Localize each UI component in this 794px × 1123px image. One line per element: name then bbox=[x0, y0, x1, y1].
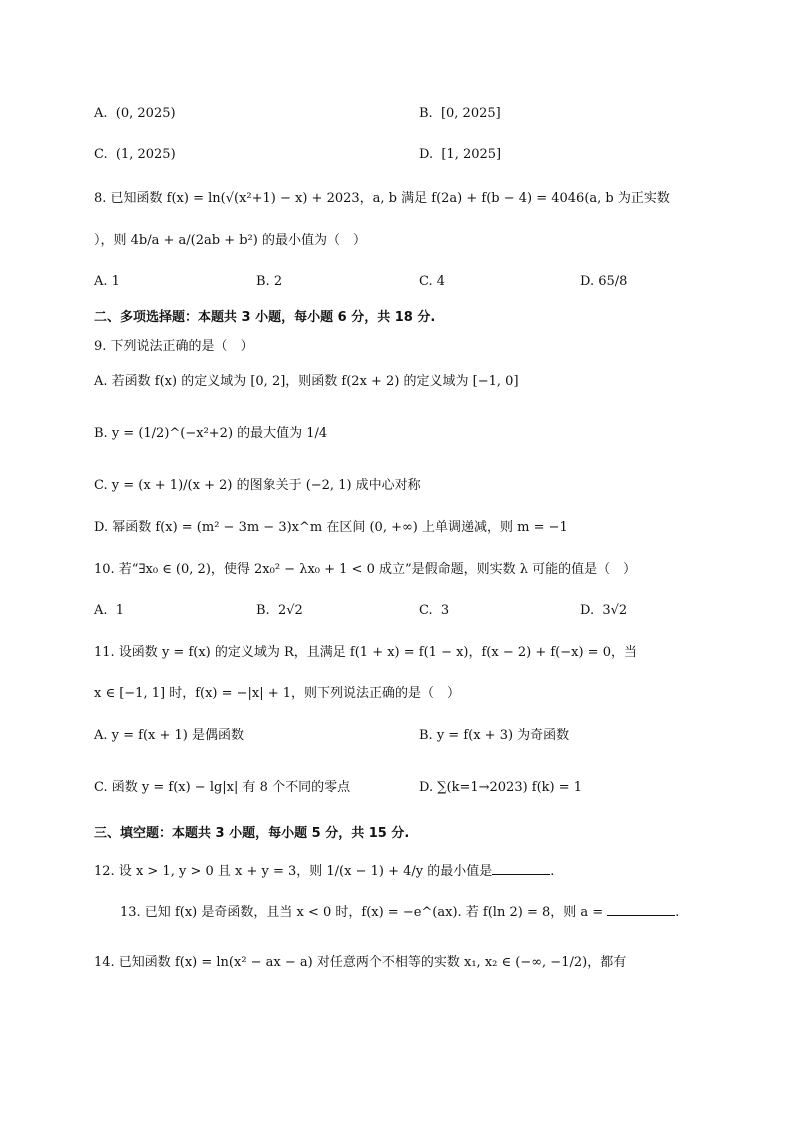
q10-option-a: A. 1 bbox=[94, 603, 125, 618]
q11-option-a: A. y = f(x + 1) 是偶函数 bbox=[94, 728, 245, 743]
q10-option-b: B. 2√2 bbox=[256, 603, 303, 618]
q9-option-d: D. 幂函数 f(x) = (m² − 3m − 3)x^m 在区间 (0, +∞) 上单调递减，则 m = −1 bbox=[94, 520, 568, 535]
q10-option-d: D. 3√2 bbox=[580, 603, 628, 618]
q7-option-a: A. (0, 2025) bbox=[94, 106, 176, 121]
q9-option-b: B. y = (1/2)^(−x²+2) 的最大值为 1/4 bbox=[94, 426, 328, 441]
q8-option-a: A. 1 bbox=[94, 274, 120, 289]
q9-option-c: C. y = (x + 1)/(x + 2) 的图象关于 (−2, 1) 成中心对称 bbox=[94, 478, 421, 493]
q11-option-b: B. y = f(x + 3) 为奇函数 bbox=[419, 728, 570, 743]
q13-answer-blank[interactable] bbox=[607, 901, 675, 916]
q8-option-b: B. 2 bbox=[256, 274, 283, 289]
section-heading-multiple-choice: 二、多项选择题：本题共 3 小题，每小题 6 分，共 18 分. bbox=[94, 310, 436, 325]
q8-option-d: D. 65/8 bbox=[580, 274, 628, 289]
q7-option-b: B. [0, 2025] bbox=[419, 106, 501, 121]
q9-stem: 9. 下列说法正确的是（ ） bbox=[94, 339, 254, 354]
q13-stem: 13. 已知 f(x) 是奇函数，且当 x < 0 时，f(x) = −e^(ax). 若 f(ln 2) = 8，则 a = . bbox=[120, 901, 679, 923]
q7-option-d: D. [1, 2025] bbox=[419, 147, 502, 162]
section-heading-fill-in: 三、填空题：本题共 3 小题，每小题 5 分，共 15 分. bbox=[94, 826, 410, 841]
q14-stem: 14. 已知函数 f(x) = ln(x² − ax − a) 对任意两个不相等的实数 x₁, x₂ ∈ (−∞, −1/2)，都有 bbox=[94, 955, 627, 970]
q7-option-c: C. (1, 2025) bbox=[94, 147, 176, 162]
q11-stem-line1: 11. 设函数 y = f(x) 的定义域为 R，且满足 f(1 + x) = f(1 − x)，f(x − 2) + f(−x) = 0，当 bbox=[94, 645, 637, 660]
q11-stem-line2: x ∈ [−1, 1] 时，f(x) = −|x| + 1，则下列说法正确的是（ ） bbox=[94, 686, 461, 701]
q8-option-c: C. 4 bbox=[419, 274, 446, 289]
q10-stem: 10. 若“∃x₀ ∈ (0, 2)，使得 2x₀² − λx₀ + 1 < 0 成立”是假命题，则实数 λ 可能的值是（ ） bbox=[94, 562, 637, 577]
q9-option-a: A. 若函数 f(x) 的定义域为 [0, 2]，则函数 f(2x + 2) 的定义域为 [−1, 0] bbox=[94, 374, 519, 389]
q12-stem: 12. 设 x > 1, y > 0 且 x + y = 3，则 1/(x − 1) + 4/y 的最小值是 . bbox=[94, 860, 554, 882]
q11-option-c: C. 函数 y = f(x) − lg|x| 有 8 个不同的零点 bbox=[94, 780, 351, 795]
q12-answer-blank[interactable] bbox=[492, 860, 550, 875]
q8-stem-line2: ），则 4b/a + a/(2ab + b²) 的最小值为（ ） bbox=[94, 233, 366, 248]
q11-option-d: D. ∑(k=1→2023) f(k) = 1 bbox=[419, 780, 583, 795]
q10-option-c: C. 3 bbox=[419, 603, 450, 618]
q8-stem-line1: 8. 已知函数 f(x) = ln(√(x²+1) − x) + 2023，a, b 满足 f(2a) + f(b − 4) = 4046(a, b 为正实数 bbox=[94, 191, 670, 206]
